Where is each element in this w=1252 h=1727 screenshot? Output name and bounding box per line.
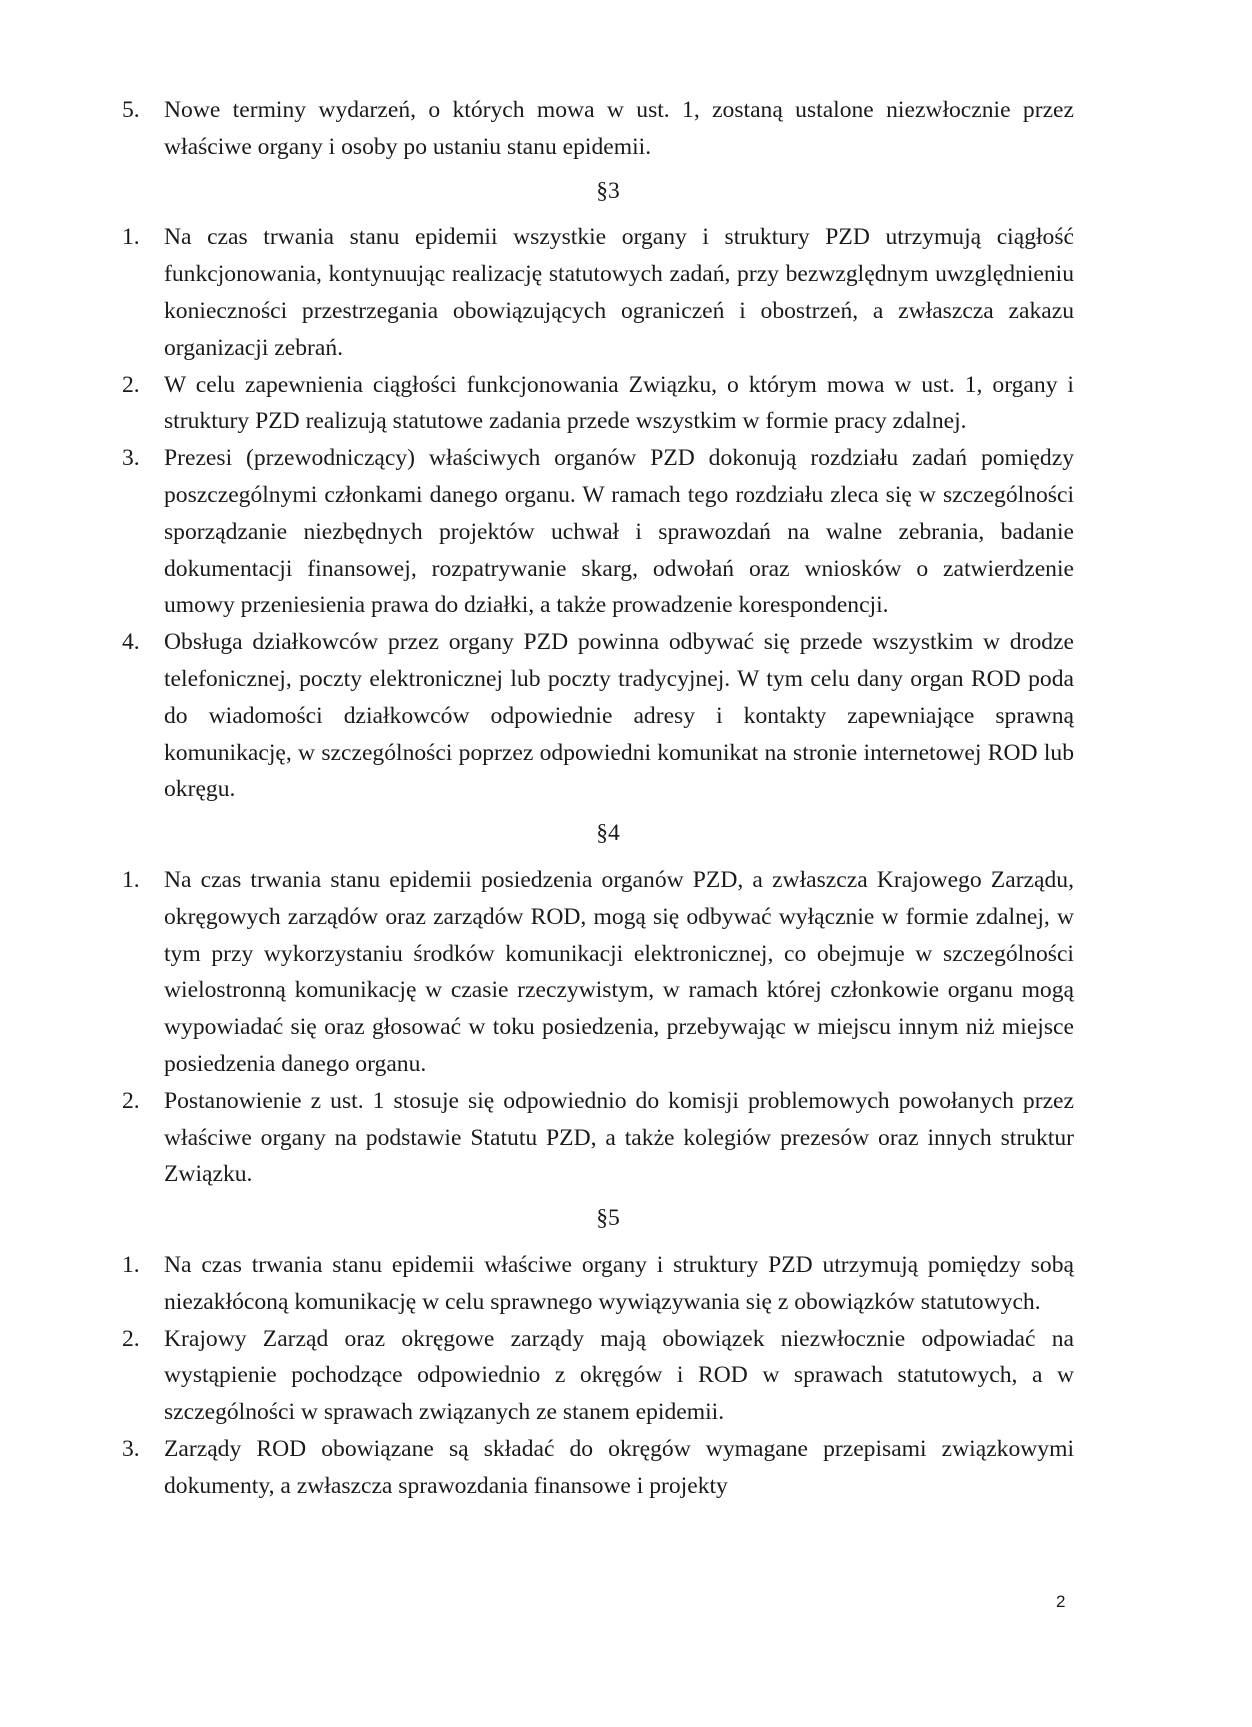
list-item <box>122 440 1074 624</box>
item-number: 1. <box>122 1251 140 1278</box>
list-item <box>122 1247 1074 1321</box>
item-text: Nowe terminy wydarzeń, o których mowa w ust. 1, zostaną ustalone niezwłocznie przez właściwe organy i osoby po ustaniu stanu epidemii. <box>164 97 1074 160</box>
item-text: Obsługa działkowców przez organy PZD powinna odbywać się przede wszystkim w drodze telefonicznej, poczty elektronicznej lub poczty tradycyjnej. W tym celu dany organ ROD poda do wiadomości działkowców odpowiednie adresy i kontakty zapewniające sprawną komunikację, w szczególności poprzez odpowiedni komunikat na stronie internetowej ROD lub okręgu. <box>164 629 1074 803</box>
item-text: Postanowienie z ust. 1 stosuje się odpowiednio do komisji problemowych powołanych przez właściwe organy na podstawie Statutu PZD, a także kolegiów prezesów oraz innych struktur Związku. <box>164 1087 1074 1188</box>
item-number: 2. <box>122 1325 140 1352</box>
item-number: 3. <box>122 1435 140 1462</box>
list-item <box>122 862 1074 1083</box>
list-item <box>122 1431 1074 1505</box>
item-text: Zarządy ROD obowiązane są składać do okręgów wymagane przepisami związkowymi dokumenty, a zwłaszcza sprawozdania finansowe i projekty <box>164 1435 1074 1499</box>
item-number: 5. <box>122 97 140 123</box>
item-number: 1. <box>122 866 140 893</box>
section-heading: §5 <box>596 1205 620 1232</box>
section-heading: §3 <box>596 177 620 204</box>
list-item <box>122 624 1074 808</box>
document-body <box>122 92 1074 1504</box>
section-heading: §4 <box>596 820 620 847</box>
item-number: 2. <box>122 371 140 398</box>
list-item <box>122 219 1074 366</box>
item-text: Krajowy Zarząd oraz okręgowe zarządy mają obowiązek niezwłocznie odpowiadać na wystąpienie pochodzące odpowiednio z okręgów i ROD w sprawach statutowych, a w szczególności w sprawach związanych ze stanem epidemii. <box>164 1325 1074 1426</box>
item-text: Na czas trwania stanu epidemii właściwe organy i struktury PZD utrzymują pomiędzy sobą niezakłóconą komunikację w celu sprawnego wywiązywania się z obowiązków statutowych. <box>164 1251 1074 1315</box>
item-number: 2. <box>122 1087 140 1114</box>
list-item <box>122 92 1074 166</box>
item-text: Prezesi (przewodniczący) właściwych organów PZD dokonują rozdziału zadań pomiędzy poszczególnymi członkami danego organu. W ramach tego rozdziału zleca się w szczególności sporządzanie niezbędnych projektów uchwał i sprawozdań na walne zebrania, badanie dokumentacji finansowej, rozpatrywanie skarg, odwołań oraz wniosków o zatwierdzenie umowy przeniesienia prawa do działki, a także prowadzenie korespondencji. <box>164 445 1074 619</box>
item-number: 3. <box>122 445 140 472</box>
list-item <box>122 1083 1074 1193</box>
list-item <box>122 1321 1074 1431</box>
item-number: 4. <box>122 629 140 656</box>
page-number: 2 <box>1056 1592 1066 1611</box>
item-text: W celu zapewnienia ciągłości funkcjonowania Związku, o którym mowa w ust. 1, organy i struktury PZD realizują statutowe zadania przede wszystkim w formie pracy zdalnej. <box>164 371 1074 435</box>
item-text: Na czas trwania stanu epidemii wszystkie organy i struktury PZD utrzymują ciągłość funkcjonowania, kontynuując realizację statutowych zadań, przy bezwzględnym uwzględnieniu konieczności przestrzegania obowiązujących ograniczeń i obostrzeń, a zwłaszcza zakazu organizacji zebrań. <box>164 224 1074 361</box>
item-number: 1. <box>122 224 140 251</box>
list-item <box>122 367 1074 441</box>
item-text: Na czas trwania stanu epidemii posiedzenia organów PZD, a zwłaszcza Krajowego Zarządu, okręgowych zarządów oraz zarządów ROD, mogą się odbywać wyłącznie w formie zdalnej, w tym przy wykorzystaniu środków komunikacji elektronicznej, co obejmuje w szczególności wielostronną komunikację w czasie rzeczywistym, w ramach której członkowie organu mogą wypowiadać się oraz głosować w toku posiedzenia, przebywając w miejscu innym niż miejsce posiedzenia danego organu. <box>164 866 1074 1077</box>
